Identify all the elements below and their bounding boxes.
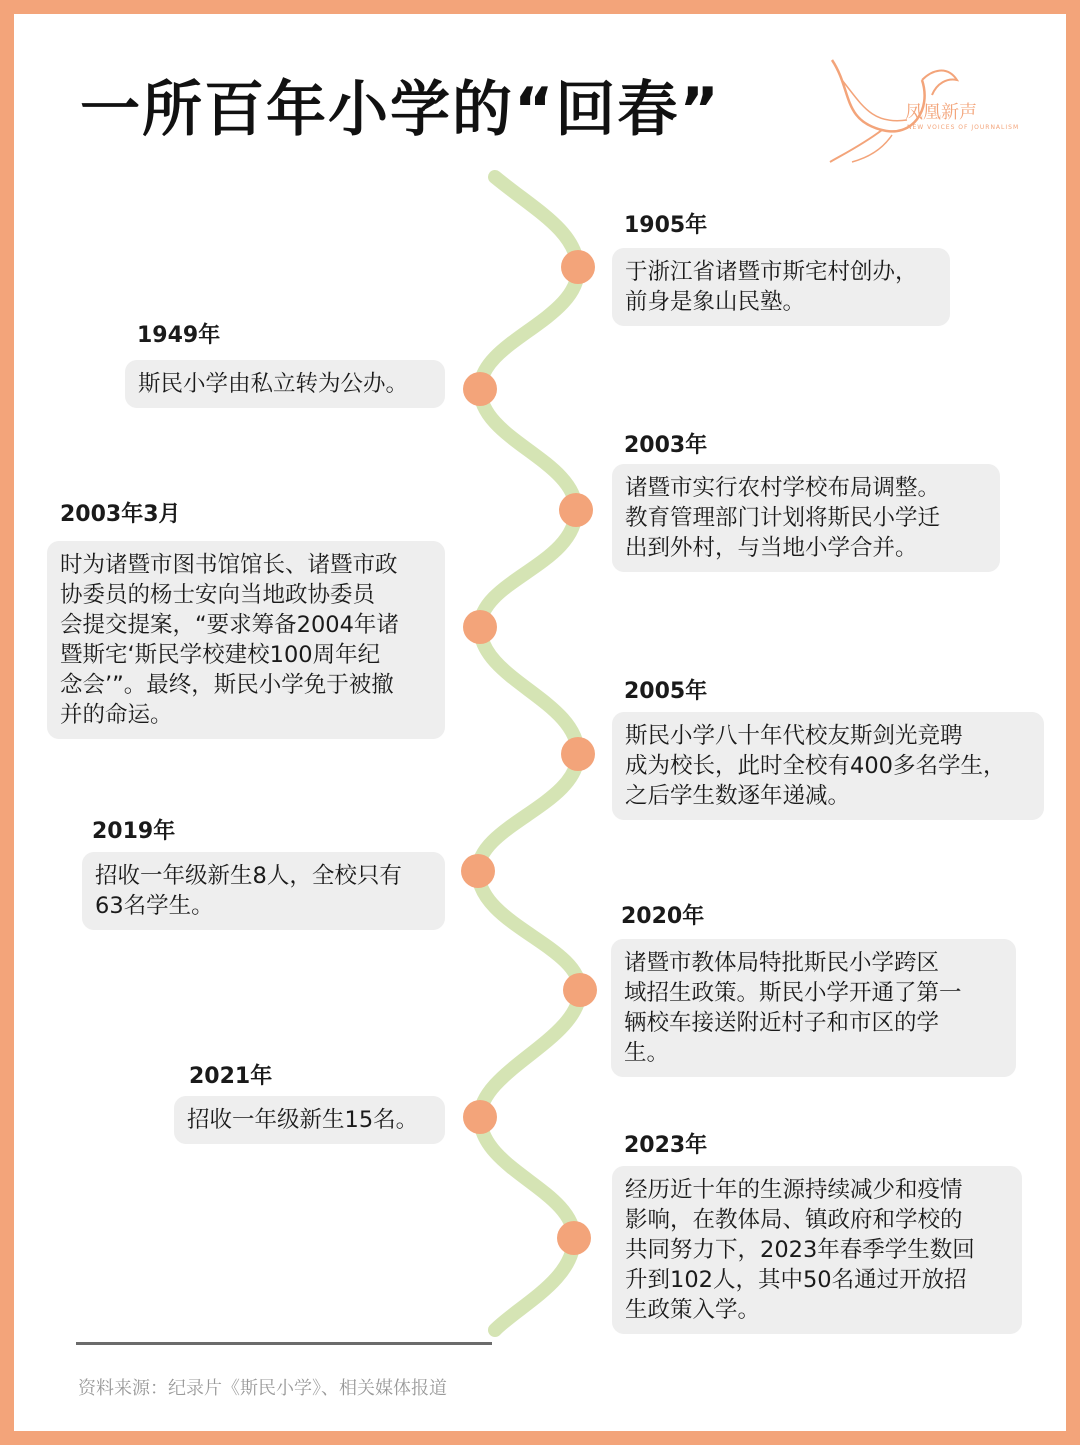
bottom-divider — [76, 1342, 492, 1345]
event-year-2020: 2020年 — [621, 904, 705, 929]
event-text-2023: 经历近十年的生源持续减少和疫情 影响，在教体局、镇政府和学校的 共同努力下，2023年春季学生数回 升到102人，其中50名通过开放招 生政策入学。 — [612, 1166, 1022, 1334]
timeline-dot-2003 — [559, 493, 593, 527]
event-year-2023: 2023年 — [624, 1133, 708, 1158]
timeline-dot-2023 — [557, 1221, 591, 1255]
event-year-1905: 1905年 — [624, 213, 708, 238]
event-text-2019: 招收一年级新生8人，全校只有 63名学生。 — [82, 852, 445, 930]
timeline-dot-2020 — [563, 973, 597, 1007]
timeline-dot-2019 — [461, 854, 495, 888]
logo-name: 凤凰新声 — [905, 102, 977, 123]
timeline-dot-2005 — [561, 737, 595, 771]
timeline-dot-2021 — [463, 1100, 497, 1134]
event-text-2003-03: 时为诸暨市图书馆馆长、诸暨市政 协委员的杨士安向当地政协委员 会提交提案，“要求筹备2004年诸 暨斯宅‘斯民学校建校100周年纪 念会’”。最终，斯民小学免于被撤 并的命运。 — [47, 541, 445, 739]
event-text-1949: 斯民小学由私立转为公办。 — [125, 360, 445, 408]
event-text-2021: 招收一年级新生15名。 — [174, 1096, 445, 1144]
event-year-2005: 2005年 — [624, 679, 708, 704]
page-title: 一所百年小学的“回春” — [80, 75, 721, 145]
timeline-dot-2003-03 — [463, 610, 497, 644]
event-text-2005: 斯民小学八十年代校友斯剑光竞聘 成为校长，此时全校有400多名学生， 之后学生数逐年递减。 — [612, 712, 1044, 820]
timeline-dot-1905 — [561, 250, 595, 284]
event-text-1905: 于浙江省诸暨市斯宅村创办， 前身是象山民塾。 — [612, 248, 950, 326]
timeline-dot-1949 — [463, 372, 497, 406]
source-note: 资料来源：纪录片《斯民小学》、相关媒体报道 — [78, 1378, 447, 1399]
event-year-2003-03: 2003年3月 — [60, 502, 181, 527]
event-text-2020: 诸暨市教体局特批斯民小学跨区 域招生政策。斯民小学开通了第一 辆校车接送附近村子和市区的学 生。 — [611, 939, 1016, 1077]
event-text-2003: 诸暨市实行农村学校布局调整。 教育管理部门计划将斯民小学迁 出到外村，与当地小学合并。 — [612, 464, 1000, 572]
event-year-1949: 1949年 — [137, 323, 221, 348]
event-year-2019: 2019年 — [92, 819, 176, 844]
event-year-2021: 2021年 — [189, 1064, 273, 1089]
logo-subtitle: NEW VOICES OF JOURNALISM — [907, 124, 1020, 131]
event-year-2003: 2003年 — [624, 433, 708, 458]
